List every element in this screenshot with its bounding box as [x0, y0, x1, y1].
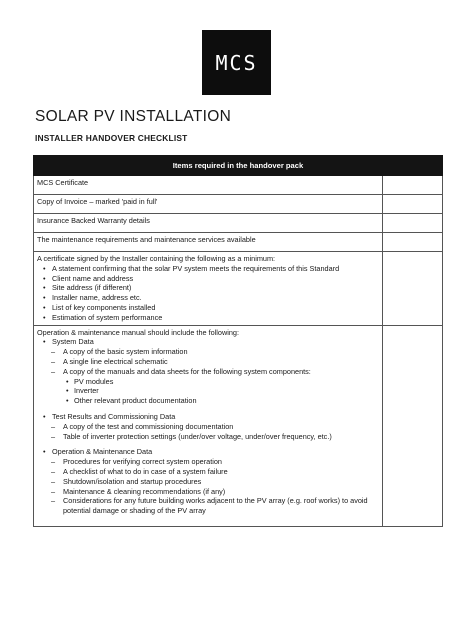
check-cell[interactable]	[383, 176, 443, 195]
check-cell[interactable]	[383, 325, 443, 526]
certificate-intro: A certificate signed by the Installer containing the following as a minimum:	[37, 254, 276, 263]
system-data-section	[37, 337, 379, 347]
list-item: – Table of inverter protection settings (under/over voltage, under/over frequency, etc.)	[37, 432, 379, 442]
list-item: – A single line electrical schematic	[37, 357, 379, 367]
list-item: – Maintenance & cleaning recommendations (if any)	[37, 487, 379, 497]
document-subtitle: INSTALLER HANDOVER CHECKLIST	[35, 133, 188, 143]
manual-item	[34, 325, 383, 526]
list-item: – A checklist of what to do in case of a system failure	[37, 467, 379, 477]
check-cell[interactable]	[383, 252, 443, 326]
list-item: • Inverter	[37, 386, 379, 396]
table-row	[34, 252, 443, 326]
table-row	[34, 195, 443, 214]
table-row	[34, 176, 443, 195]
table-row	[34, 233, 443, 252]
table-row	[34, 214, 443, 233]
table-row	[34, 325, 443, 526]
om-data-section	[37, 447, 379, 457]
table-header: Items required in the handover pack	[34, 156, 443, 176]
checklist-item: MCS Certificate	[34, 176, 383, 195]
list-item: • Site address (if different)	[37, 283, 379, 293]
certificate-item	[34, 252, 383, 326]
certificate-list	[37, 264, 379, 323]
section-label: • Test Results and Commissioning Data	[37, 412, 379, 422]
section-label: • Operation & Maintenance Data	[37, 447, 379, 457]
check-cell[interactable]	[383, 195, 443, 214]
document-title: SOLAR PV INSTALLATION	[35, 108, 232, 125]
list-item: – A copy of the test and commissioning documentation	[37, 422, 379, 432]
section-label: • System Data	[37, 337, 379, 347]
manual-intro: Operation & maintenance manual should include the following:	[37, 327, 240, 337]
list-item: • A statement confirming that the solar PV system meets the requirements of this Standard	[37, 264, 379, 274]
checklist-item: Copy of Invoice – marked 'paid in full'	[34, 195, 383, 214]
list-item: – A copy of the manuals and data sheets for the following system components:	[37, 367, 379, 377]
list-item: • Client name and address	[37, 274, 379, 284]
checklist-item: Insurance Backed Warranty details	[34, 214, 383, 233]
components-list	[37, 377, 379, 406]
om-data-list	[37, 457, 379, 516]
check-cell[interactable]	[383, 214, 443, 233]
list-item: • Other relevant product documentation	[37, 396, 379, 406]
system-data-list	[37, 347, 379, 376]
handover-checklist-table	[33, 155, 443, 527]
test-results-section	[37, 412, 379, 422]
checklist-item: The maintenance requirements and maintenance services available	[34, 233, 383, 252]
list-item: • List of key components installed	[37, 303, 379, 313]
table-header-row	[34, 156, 443, 176]
mcs-logo	[202, 30, 271, 95]
list-item: • Installer name, address etc.	[37, 293, 379, 303]
test-results-list	[37, 422, 379, 442]
logo-text: MCS	[215, 50, 258, 75]
list-item: • PV modules	[37, 377, 379, 387]
list-item: – Considerations for any future building works adjacent to the PV array (e.g. roof works) to avoid potential damage or shading of the PV array	[37, 496, 379, 516]
list-item: – A copy of the basic system information	[37, 347, 379, 357]
list-item: – Procedures for verifying correct system operation	[37, 457, 379, 467]
list-item: – Shutdown/isolation and startup procedures	[37, 477, 379, 487]
check-cell[interactable]	[383, 233, 443, 252]
list-item: • Estimation of system performance	[37, 313, 379, 323]
